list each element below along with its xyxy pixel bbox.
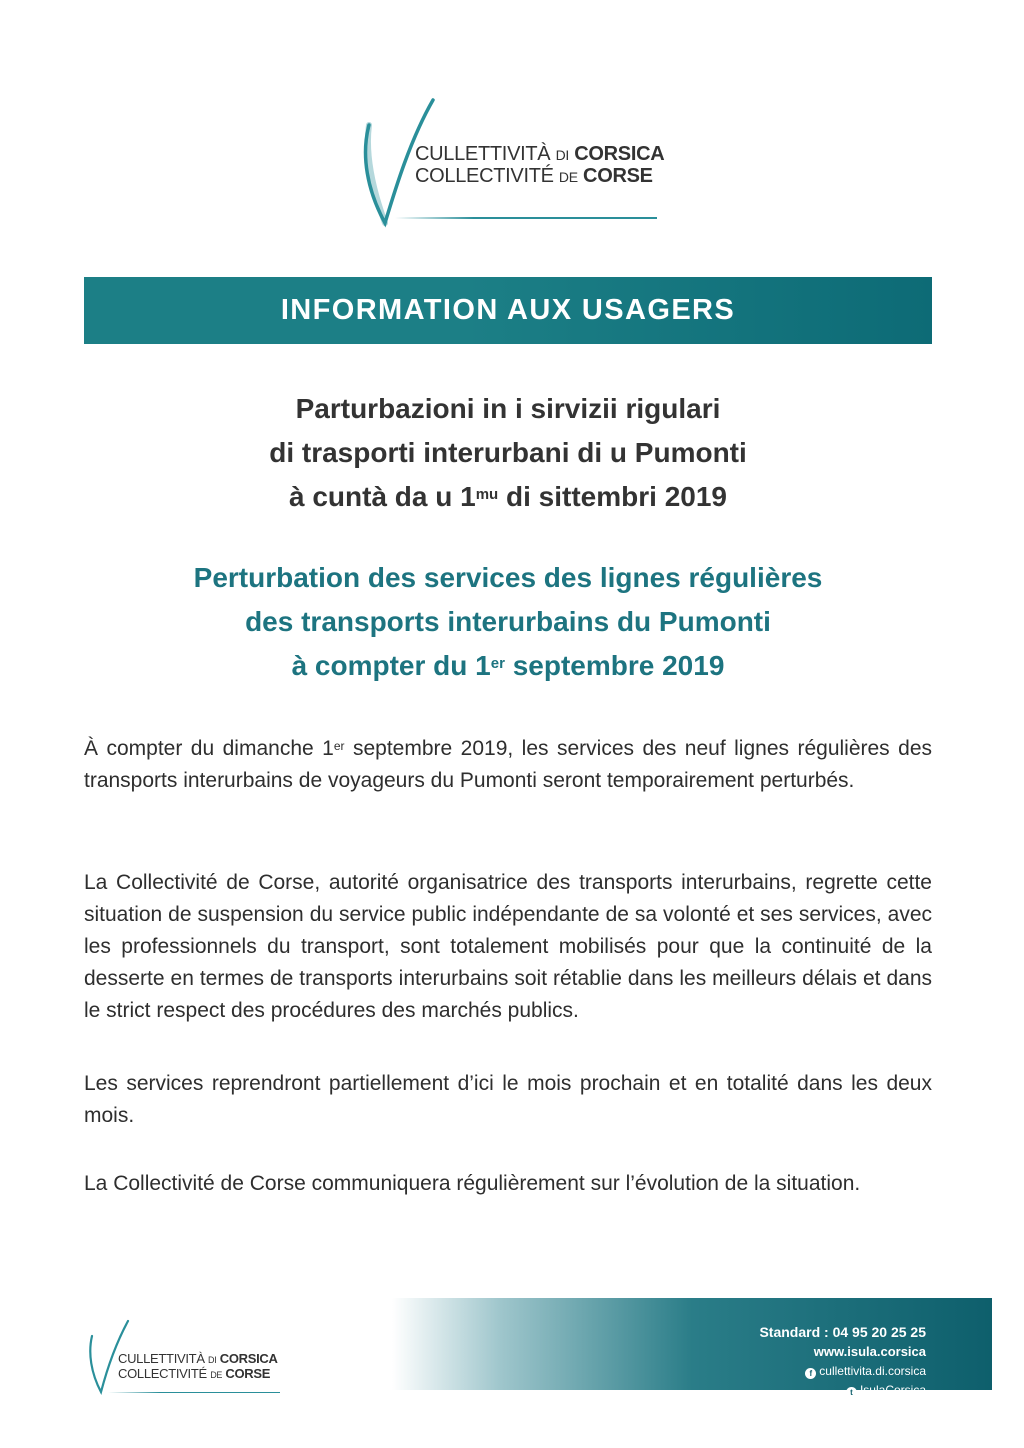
logo-word: CORSE xyxy=(225,1365,271,1381)
facebook-icon: f xyxy=(805,1368,816,1379)
heading-corsican-line-2: di trasporti interurbani di u Pumonti xyxy=(269,437,747,468)
logo-word: DE xyxy=(210,1369,223,1380)
footer-twitter[interactable] xyxy=(759,1381,926,1400)
logo-word: COLLECTIVITÉ xyxy=(118,1365,207,1381)
logo-line-french xyxy=(118,1367,278,1382)
paragraph-4: La Collectivité de Corse communiquera régulièrement sur l’évolution de la situation. xyxy=(84,1172,861,1195)
heading-superscript: mu xyxy=(475,486,499,503)
twitter-icon: t xyxy=(846,1387,857,1398)
logo-word: CORSICA xyxy=(574,143,665,165)
logo-word: COLLECTIVITÉ xyxy=(415,165,554,188)
logo-word: CORSICA xyxy=(219,1351,278,1366)
heading-text: à cuntà da u 1 xyxy=(289,481,476,512)
logo-line-corsican xyxy=(415,143,664,165)
footer-phone: Standard : 04 95 20 25 25 xyxy=(759,1324,926,1340)
heading-french-line-2: des transports interurbains du Pumonti xyxy=(245,606,771,637)
logo-line-corsican xyxy=(118,1352,278,1367)
heading-corsican xyxy=(100,387,916,519)
footer-facebook[interactable] xyxy=(759,1362,926,1381)
heading-text: septembre 2019 xyxy=(504,650,725,681)
heading-superscript: er xyxy=(490,655,505,672)
footer-twitter-label: IsulaCorsica xyxy=(859,1383,926,1397)
heading-corsican-line-1: Parturbazioni in i sirvizii rigulari xyxy=(295,393,721,424)
header-logo xyxy=(355,95,675,235)
logo-word: CULLETTIVITÀ xyxy=(118,1351,205,1366)
logo-word: CORSE xyxy=(583,165,653,188)
logo-text xyxy=(118,1352,278,1381)
paragraph-3: Les services reprendront partiellement d’ici le mois prochain et en totalité dans les deux mois. xyxy=(84,1072,932,1127)
banner-title: INFORMATION AUX USAGERS xyxy=(280,294,736,326)
heading-french xyxy=(100,556,916,688)
logo-word: DI xyxy=(208,1355,217,1365)
paragraph-text: septembre 2019, les services des neuf lignes régulières des transports interurbains de voyageurs du Pumonti seront temporairement perturbés. xyxy=(84,737,933,792)
paragraph-2: La Collectivité de Corse, autorité organisatrice des transports interurbains, regrette cette situation de suspension du service public indépendante de sa volonté et ses services, avec les professionnels du transport, sont totalement mobilisés pour que la continuité de la desserte en termes de transports interurbains soit rétablie dans les meilleurs délais et dans le strict respect des procédures des marchés publics. xyxy=(84,871,932,1022)
heading-text: à compter du 1 xyxy=(291,650,491,681)
heading-text: di sittembri 2019 xyxy=(498,481,727,512)
paragraph-text: À compter du dimanche 1 xyxy=(84,737,334,760)
footer-facebook-label: cullettivita.di.corsica xyxy=(819,1364,926,1378)
logo-word: CULLETTIVITÀ xyxy=(415,143,551,165)
footer-website-link[interactable]: www.isula.corsica xyxy=(813,1344,926,1359)
heading-french-line-3 xyxy=(100,644,916,688)
info-banner xyxy=(84,277,932,344)
footer-logo xyxy=(84,1318,284,1398)
logo-underline xyxy=(395,217,657,219)
footer-contact xyxy=(759,1322,926,1400)
logo-word: DE xyxy=(558,169,578,186)
logo-line-french xyxy=(415,165,664,187)
heading-french-line-1: Perturbation des services des lignes régulières xyxy=(193,562,823,593)
heading-corsican-line-3 xyxy=(100,475,916,519)
paragraph-superscript: er xyxy=(333,739,345,753)
logo-underline xyxy=(108,1392,280,1393)
logo-text xyxy=(415,143,664,188)
logo-word: DI xyxy=(555,147,569,163)
paragraph-1 xyxy=(84,733,932,797)
